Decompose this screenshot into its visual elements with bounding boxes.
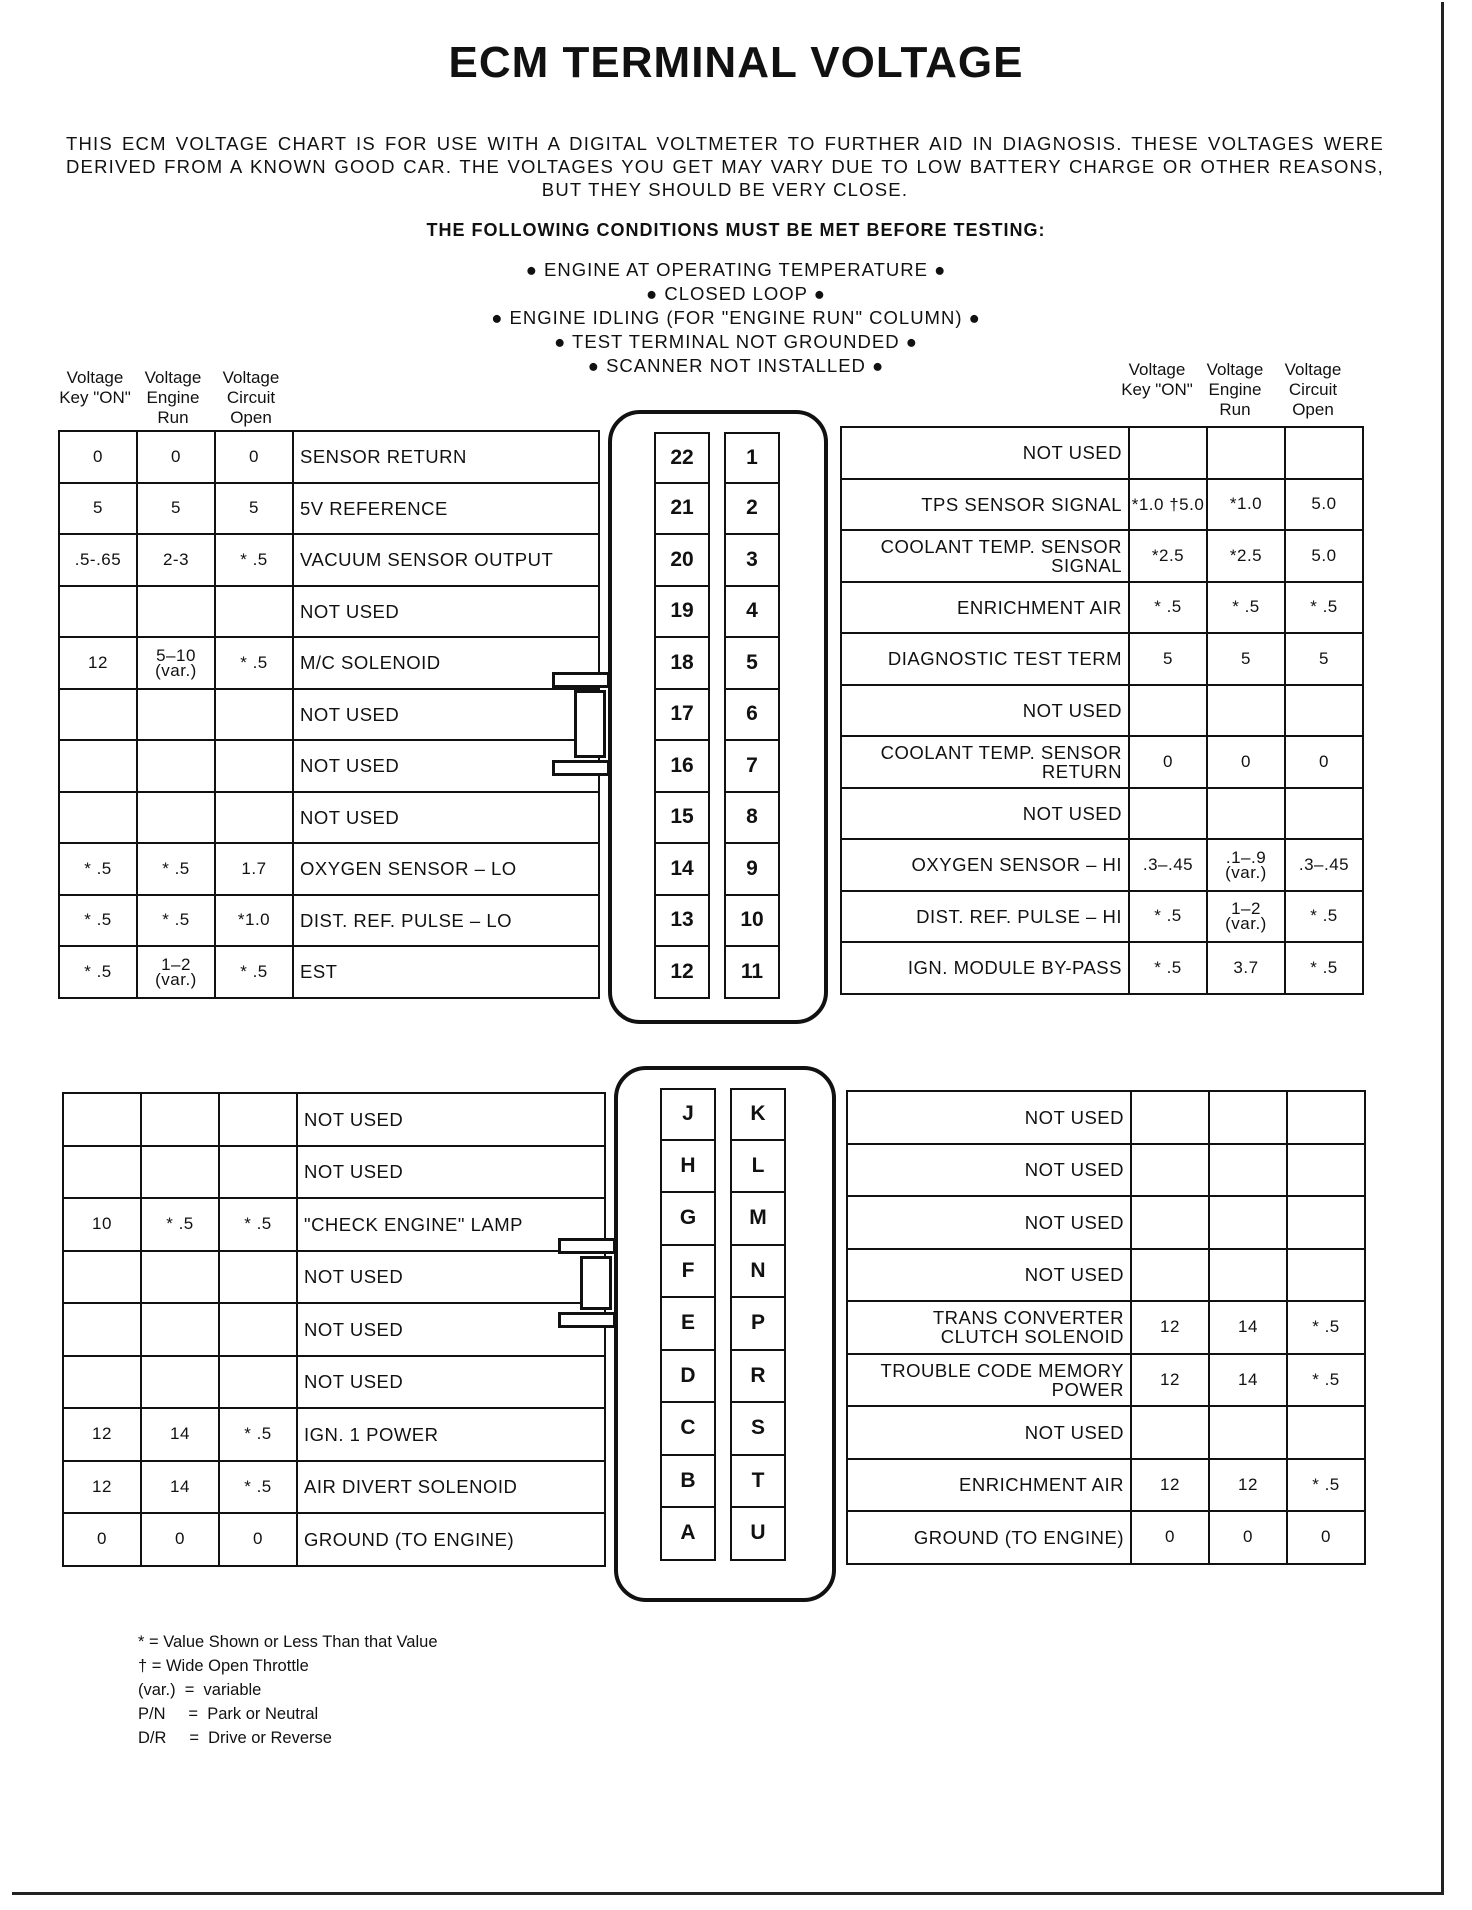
voltage-engine-run: 3.7 xyxy=(1207,942,1285,994)
voltage-circuit-open xyxy=(219,1356,297,1409)
voltage-engine-run: * .5 xyxy=(137,843,215,895)
voltage-engine-run: 0 xyxy=(1207,736,1285,788)
connector-pin: 2 xyxy=(724,484,780,536)
terminal-description: DIST. REF. PULSE – HI xyxy=(841,891,1129,943)
connector-pin: 5 xyxy=(724,638,780,690)
conditions-heading: THE FOLLOWING CONDITIONS MUST BE MET BEFORE TESTING: xyxy=(426,220,1046,240)
condition-item: ● TEST TERMINAL NOT GROUNDED ● xyxy=(554,331,918,352)
voltage-key-on xyxy=(1131,1144,1209,1197)
terminal-description: ENRICHMENT AIR xyxy=(847,1459,1131,1512)
terminal-description: COOLANT TEMP. SENSOR SIGNAL xyxy=(841,530,1129,582)
top-right-voltage-table xyxy=(840,426,1364,995)
connector-pin: 22 xyxy=(654,432,710,484)
voltage-circuit-open xyxy=(1285,788,1363,840)
connector-pin: 7 xyxy=(724,741,780,793)
voltage-circuit-open xyxy=(1287,1406,1365,1459)
voltage-key-on xyxy=(63,1146,141,1199)
voltage-key-on xyxy=(1131,1249,1209,1302)
voltage-circuit-open: * .5 xyxy=(1285,891,1363,943)
connector-pin: L xyxy=(730,1141,786,1194)
voltage-circuit-open: 0 xyxy=(219,1513,297,1566)
bottom-right-voltage-table xyxy=(846,1090,1366,1565)
voltage-circuit-open: * .5 xyxy=(215,946,293,998)
terminal-description: M/C SOLENOID xyxy=(293,637,599,689)
voltage-row xyxy=(841,685,1363,737)
header-key-on: Voltage Key "ON" xyxy=(1121,360,1193,399)
voltage-row xyxy=(59,483,599,535)
legend-item: (var.) = variable xyxy=(138,1681,262,1699)
voltage-row xyxy=(847,1196,1365,1249)
voltage-row xyxy=(841,530,1363,582)
voltage-row xyxy=(841,788,1363,840)
page-title: ECM TERMINAL VOLTAGE xyxy=(448,38,1024,87)
voltage-engine-run: 1–2 (var.) xyxy=(137,946,215,998)
connector-key-tab xyxy=(574,690,606,758)
voltage-row xyxy=(63,1093,605,1146)
left-column-headers xyxy=(56,368,290,428)
voltage-row xyxy=(63,1513,605,1566)
voltage-key-on xyxy=(63,1251,141,1304)
voltage-key-on xyxy=(59,586,137,638)
header-engine-run: Voltage Engine Run xyxy=(144,368,202,427)
terminal-description: IGN. MODULE BY-PASS xyxy=(841,942,1129,994)
voltage-engine-run: 2-3 xyxy=(137,534,215,586)
bottom-connector-pins xyxy=(660,1088,786,1579)
connector-pin: 10 xyxy=(724,896,780,948)
voltage-row xyxy=(59,946,599,998)
condition-item: ● ENGINE IDLING (FOR "ENGINE RUN" COLUMN) ● xyxy=(491,307,981,328)
voltage-row xyxy=(59,843,599,895)
connector-pin: 13 xyxy=(654,896,710,948)
bottom-left-voltage-table xyxy=(62,1092,606,1567)
voltage-key-on: 12 xyxy=(63,1461,141,1514)
voltage-circuit-open xyxy=(219,1146,297,1199)
voltage-key-on: * .5 xyxy=(59,843,137,895)
connector-pin: S xyxy=(730,1403,786,1456)
voltage-circuit-open xyxy=(1285,427,1363,479)
legend xyxy=(138,1630,438,1750)
voltage-circuit-open: 5.0 xyxy=(1285,479,1363,531)
top-left-voltage-table xyxy=(58,430,600,999)
voltage-circuit-open: * .5 xyxy=(1285,942,1363,994)
connector-pin: J xyxy=(660,1088,716,1141)
voltage-row xyxy=(847,1511,1365,1564)
voltage-key-on: 0 xyxy=(63,1513,141,1566)
voltage-row xyxy=(59,792,599,844)
voltage-circuit-open xyxy=(215,792,293,844)
voltage-row xyxy=(847,1301,1365,1354)
voltage-circuit-open: * .5 xyxy=(219,1408,297,1461)
header-key-on: Voltage Key "ON" xyxy=(59,368,131,407)
voltage-engine-run: 0 xyxy=(141,1513,219,1566)
voltage-row xyxy=(63,1198,605,1251)
connector-pin: K xyxy=(730,1088,786,1141)
voltage-engine-run: .1–.9 (var.) xyxy=(1207,839,1285,891)
connector-pin: 15 xyxy=(654,793,710,845)
voltage-key-on: *1.0 †5.0 xyxy=(1129,479,1207,531)
voltage-engine-run: 5–10 (var.) xyxy=(137,637,215,689)
connector-pin-tail xyxy=(660,1561,786,1579)
voltage-circuit-open: * .5 xyxy=(215,534,293,586)
voltage-key-on xyxy=(59,740,137,792)
voltage-key-on xyxy=(63,1093,141,1146)
voltage-key-on: 0 xyxy=(1129,736,1207,788)
connector-pin: 18 xyxy=(654,638,710,690)
voltage-row xyxy=(847,1091,1365,1144)
voltage-circuit-open: 0 xyxy=(1285,736,1363,788)
voltage-engine-run: * .5 xyxy=(141,1198,219,1251)
intro-paragraph: THIS ECM VOLTAGE CHART IS FOR USE WITH A DIGITAL VOLTMETER TO FURTHER AID IN DIAGNOSIS. THESE VOLTAGES WERE DERIVED FROM A KNOWN GOOD CAR. THE VOLTAGES YOU GET MAY VARY DUE TO LOW BATTERY CHARGE OR OTHER REASONS, BUT THEY SHOULD BE VERY CLOSE. xyxy=(66,133,1384,200)
voltage-row xyxy=(847,1249,1365,1302)
voltage-key-on: .5-.65 xyxy=(59,534,137,586)
connector-pin: G xyxy=(660,1193,716,1246)
voltage-circuit-open: * .5 xyxy=(1285,582,1363,634)
connector-key-tab xyxy=(558,1238,616,1254)
voltage-key-on xyxy=(1129,427,1207,479)
legend-item: * = Value Shown or Less Than that Value xyxy=(138,1633,438,1651)
voltage-circuit-open xyxy=(215,689,293,741)
terminal-description: NOT USED xyxy=(293,689,599,741)
voltage-circuit-open: * .5 xyxy=(1287,1459,1365,1512)
voltage-row xyxy=(63,1461,605,1514)
voltage-key-on: 5 xyxy=(1129,633,1207,685)
voltage-key-on: 0 xyxy=(1131,1511,1209,1564)
voltage-circuit-open xyxy=(1287,1249,1365,1302)
voltage-engine-run: 14 xyxy=(141,1461,219,1514)
connector-pin: 4 xyxy=(724,587,780,639)
voltage-engine-run: *2.5 xyxy=(1207,530,1285,582)
top-connector-pins xyxy=(654,432,780,1017)
terminal-description: NOT USED xyxy=(293,740,599,792)
connector-pin: 12 xyxy=(654,947,710,999)
connector-pin: 8 xyxy=(724,793,780,845)
voltage-engine-run: * .5 xyxy=(1207,582,1285,634)
voltage-row xyxy=(59,431,599,483)
voltage-engine-run: 0 xyxy=(1209,1511,1287,1564)
connector-pin: 16 xyxy=(654,741,710,793)
voltage-circuit-open xyxy=(215,586,293,638)
voltage-row xyxy=(63,1408,605,1461)
voltage-key-on xyxy=(63,1356,141,1409)
voltage-engine-run xyxy=(1209,1196,1287,1249)
voltage-row xyxy=(63,1303,605,1356)
voltage-circuit-open: * .5 xyxy=(219,1198,297,1251)
voltage-circuit-open: 5 xyxy=(215,483,293,535)
connector-pin: 1 xyxy=(724,432,780,484)
right-column-headers xyxy=(1118,360,1352,420)
connector-pin: M xyxy=(730,1193,786,1246)
terminal-description: NOT USED xyxy=(847,1091,1131,1144)
terminal-description: TROUBLE CODE MEMORY POWER xyxy=(847,1354,1131,1407)
terminal-description: NOT USED xyxy=(847,1406,1131,1459)
voltage-key-on: * .5 xyxy=(59,895,137,947)
voltage-circuit-open xyxy=(1287,1196,1365,1249)
voltage-circuit-open xyxy=(1287,1144,1365,1197)
terminal-description: OXYGEN SENSOR – HI xyxy=(841,839,1129,891)
voltage-row xyxy=(847,1144,1365,1197)
terminal-description: IGN. 1 POWER xyxy=(297,1408,605,1461)
voltage-engine-run: 14 xyxy=(1209,1354,1287,1407)
voltage-row xyxy=(63,1356,605,1409)
terminal-description: SENSOR RETURN xyxy=(293,431,599,483)
terminal-description: NOT USED xyxy=(841,685,1129,737)
header-circuit-open: Voltage Circuit Open xyxy=(222,368,280,427)
header-engine-run: Voltage Engine Run xyxy=(1206,360,1264,419)
voltage-engine-run xyxy=(141,1303,219,1356)
condition-item: ● ENGINE AT OPERATING TEMPERATURE ● xyxy=(525,259,947,280)
voltage-engine-run: 1–2 (var.) xyxy=(1207,891,1285,943)
terminal-description: DIAGNOSTIC TEST TERM xyxy=(841,633,1129,685)
voltage-key-on xyxy=(59,792,137,844)
connector-pin: 3 xyxy=(724,535,780,587)
voltage-row xyxy=(847,1354,1365,1407)
voltage-key-on: 12 xyxy=(59,637,137,689)
voltage-circuit-open xyxy=(215,740,293,792)
terminal-description: COOLANT TEMP. SENSOR RETURN xyxy=(841,736,1129,788)
terminal-description: OXYGEN SENSOR – LO xyxy=(293,843,599,895)
voltage-row xyxy=(59,586,599,638)
voltage-engine-run xyxy=(1207,427,1285,479)
voltage-engine-run xyxy=(137,740,215,792)
voltage-key-on xyxy=(1131,1406,1209,1459)
connector-pin: R xyxy=(730,1351,786,1404)
terminal-description: NOT USED xyxy=(293,792,599,844)
voltage-key-on: 12 xyxy=(1131,1354,1209,1407)
connector-pin: P xyxy=(730,1298,786,1351)
terminal-description: NOT USED xyxy=(297,1093,605,1146)
voltage-key-on: 0 xyxy=(59,431,137,483)
connector-pin: C xyxy=(660,1403,716,1456)
terminal-description: GROUND (TO ENGINE) xyxy=(297,1513,605,1566)
connector-key-tab xyxy=(552,672,610,688)
voltage-row xyxy=(847,1459,1365,1512)
voltage-engine-run: 5 xyxy=(1207,633,1285,685)
legend-item: D/R = Drive or Reverse xyxy=(138,1729,332,1747)
voltage-engine-run xyxy=(1209,1091,1287,1144)
voltage-key-on: 12 xyxy=(1131,1459,1209,1512)
terminal-description: DIST. REF. PULSE – LO xyxy=(293,895,599,947)
voltage-key-on xyxy=(1131,1196,1209,1249)
voltage-engine-run xyxy=(1207,788,1285,840)
voltage-key-on: * .5 xyxy=(59,946,137,998)
voltage-engine-run xyxy=(141,1251,219,1304)
connector-pin: 19 xyxy=(654,587,710,639)
voltage-engine-run: 12 xyxy=(1209,1459,1287,1512)
voltage-circuit-open: 1.7 xyxy=(215,843,293,895)
terminal-description: NOT USED xyxy=(841,788,1129,840)
voltage-engine-run xyxy=(137,586,215,638)
terminal-description: NOT USED xyxy=(847,1196,1131,1249)
voltage-engine-run xyxy=(141,1356,219,1409)
legend-item: P/N = Park or Neutral xyxy=(138,1705,319,1723)
connector-pin: B xyxy=(660,1456,716,1509)
voltage-key-on xyxy=(59,689,137,741)
voltage-circuit-open: * .5 xyxy=(215,637,293,689)
header-circuit-open: Voltage Circuit Open xyxy=(1284,360,1342,419)
voltage-engine-run: 0 xyxy=(137,431,215,483)
terminal-description: NOT USED xyxy=(293,586,599,638)
terminal-description: NOT USED xyxy=(847,1249,1131,1302)
connector-pin: 20 xyxy=(654,535,710,587)
connector-pin: T xyxy=(730,1456,786,1509)
voltage-key-on xyxy=(1129,685,1207,737)
voltage-row xyxy=(59,895,599,947)
voltage-circuit-open xyxy=(219,1251,297,1304)
condition-item: ● SCANNER NOT INSTALLED ● xyxy=(587,355,885,376)
voltage-key-on: 10 xyxy=(63,1198,141,1251)
voltage-key-on: 12 xyxy=(63,1408,141,1461)
voltage-circuit-open xyxy=(219,1303,297,1356)
voltage-circuit-open: 0 xyxy=(1287,1511,1365,1564)
voltage-engine-run: 5 xyxy=(137,483,215,535)
terminal-description: GROUND (TO ENGINE) xyxy=(847,1511,1131,1564)
voltage-row xyxy=(841,736,1363,788)
connector-pin: H xyxy=(660,1141,716,1194)
voltage-circuit-open: *1.0 xyxy=(215,895,293,947)
voltage-engine-run xyxy=(141,1146,219,1199)
terminal-description: ENRICHMENT AIR xyxy=(841,582,1129,634)
connector-pin: 21 xyxy=(654,484,710,536)
voltage-key-on: *2.5 xyxy=(1129,530,1207,582)
voltage-row xyxy=(841,582,1363,634)
voltage-key-on: * .5 xyxy=(1129,582,1207,634)
voltage-engine-run xyxy=(1209,1249,1287,1302)
voltage-key-on: .3–.45 xyxy=(1129,839,1207,891)
connector-pin-tail xyxy=(654,999,780,1017)
condition-item: ● CLOSED LOOP ● xyxy=(646,283,826,304)
voltage-engine-run: 14 xyxy=(141,1408,219,1461)
voltage-engine-run: 14 xyxy=(1209,1301,1287,1354)
voltage-row xyxy=(841,479,1363,531)
connector-pin: 6 xyxy=(724,690,780,742)
terminal-description: NOT USED xyxy=(841,427,1129,479)
connector-pin: F xyxy=(660,1246,716,1299)
connector-pin: 17 xyxy=(654,690,710,742)
connector-key-tab xyxy=(580,1256,612,1310)
terminal-description: NOT USED xyxy=(297,1303,605,1356)
connector-pin: 11 xyxy=(724,947,780,999)
voltage-row xyxy=(847,1406,1365,1459)
voltage-row xyxy=(63,1251,605,1304)
voltage-key-on: * .5 xyxy=(1129,942,1207,994)
terminal-description: NOT USED xyxy=(297,1146,605,1199)
voltage-key-on xyxy=(1131,1091,1209,1144)
voltage-engine-run xyxy=(1209,1406,1287,1459)
terminal-description: VACUUM SENSOR OUTPUT xyxy=(293,534,599,586)
connector-pin: U xyxy=(730,1508,786,1561)
connector-pin: D xyxy=(660,1351,716,1404)
terminal-description: TPS SENSOR SIGNAL xyxy=(841,479,1129,531)
connector-pin: E xyxy=(660,1298,716,1351)
terminal-description: AIR DIVERT SOLENOID xyxy=(297,1461,605,1514)
voltage-engine-run xyxy=(1209,1144,1287,1197)
voltage-engine-run xyxy=(1207,685,1285,737)
connector-pin: A xyxy=(660,1508,716,1561)
voltage-circuit-open: 5.0 xyxy=(1285,530,1363,582)
voltage-row xyxy=(841,427,1363,479)
connector-key-tab xyxy=(558,1312,616,1328)
voltage-row xyxy=(59,534,599,586)
voltage-engine-run: *1.0 xyxy=(1207,479,1285,531)
voltage-row xyxy=(59,637,599,689)
voltage-engine-run: * .5 xyxy=(137,895,215,947)
voltage-circuit-open: .3–.45 xyxy=(1285,839,1363,891)
connector-key-tab xyxy=(552,760,610,776)
voltage-row xyxy=(59,689,599,741)
connector-pin: 9 xyxy=(724,844,780,896)
terminal-description: "CHECK ENGINE" LAMP xyxy=(297,1198,605,1251)
voltage-circuit-open: * .5 xyxy=(1287,1354,1365,1407)
voltage-circuit-open: 0 xyxy=(215,431,293,483)
voltage-key-on: 12 xyxy=(1131,1301,1209,1354)
voltage-row xyxy=(841,633,1363,685)
terminal-description: 5V REFERENCE xyxy=(293,483,599,535)
voltage-engine-run xyxy=(137,689,215,741)
terminal-description: EST xyxy=(293,946,599,998)
voltage-circuit-open xyxy=(1287,1091,1365,1144)
voltage-row xyxy=(63,1146,605,1199)
voltage-circuit-open xyxy=(219,1093,297,1146)
voltage-engine-run xyxy=(141,1093,219,1146)
terminal-description: NOT USED xyxy=(297,1251,605,1304)
voltage-row xyxy=(841,891,1363,943)
voltage-circuit-open xyxy=(1285,685,1363,737)
terminal-description: TRANS CONVERTER CLUTCH SOLENOID xyxy=(847,1301,1131,1354)
voltage-engine-run xyxy=(137,792,215,844)
connector-pin: 14 xyxy=(654,844,710,896)
voltage-row xyxy=(841,942,1363,994)
voltage-row xyxy=(841,839,1363,891)
voltage-circuit-open: * .5 xyxy=(1287,1301,1365,1354)
legend-item: † = Wide Open Throttle xyxy=(138,1657,309,1675)
voltage-key-on: 5 xyxy=(59,483,137,535)
terminal-description: NOT USED xyxy=(297,1356,605,1409)
voltage-row xyxy=(59,740,599,792)
voltage-key-on: * .5 xyxy=(1129,891,1207,943)
voltage-key-on xyxy=(1129,788,1207,840)
voltage-circuit-open: * .5 xyxy=(219,1461,297,1514)
connector-pin: N xyxy=(730,1246,786,1299)
terminal-description: NOT USED xyxy=(847,1144,1131,1197)
voltage-key-on xyxy=(63,1303,141,1356)
voltage-circuit-open: 5 xyxy=(1285,633,1363,685)
